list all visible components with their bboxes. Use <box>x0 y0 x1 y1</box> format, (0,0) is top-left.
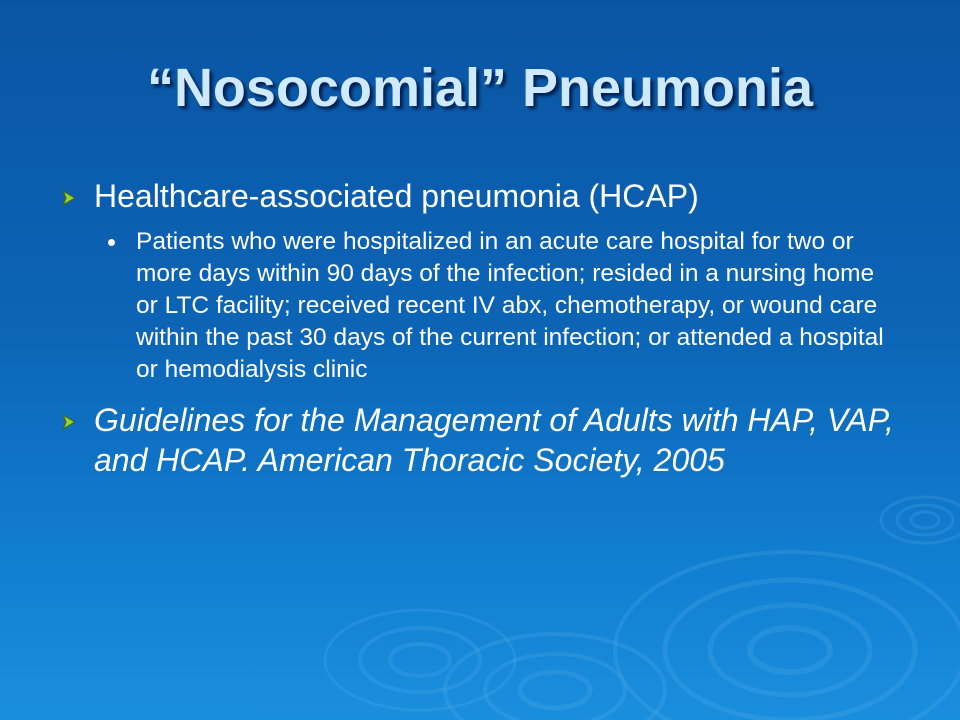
slide-title: “Nosocomial” Pneumonia <box>146 58 814 118</box>
dot-bullet-icon <box>108 239 115 246</box>
sub-bullet-text: Patients who were hospitalized in an acute care hospital for two or more days within 90 days of the infection; resided in a nursing home or LTC facility; received recent IV abx, chemotherapy, or wound care within the past 30 days of the current infection; or attended a hospital or hemodialysis clinic <box>136 228 884 383</box>
bullet-text: Healthcare-associated pneumonia (HCAP) <box>94 178 699 214</box>
bullet-text: Guidelines for the Management of Adults with HAP, VAP, and HCAP. American Thoracic Society, 2005 <box>94 402 894 478</box>
slide-content <box>58 176 918 480</box>
arrow-bullet-icon <box>60 413 78 431</box>
arrow-bullet-icon <box>60 189 78 207</box>
sub-bullet-hcap-definition <box>136 226 896 386</box>
bullet-guidelines <box>58 400 918 480</box>
bullet-hcap <box>58 176 918 216</box>
